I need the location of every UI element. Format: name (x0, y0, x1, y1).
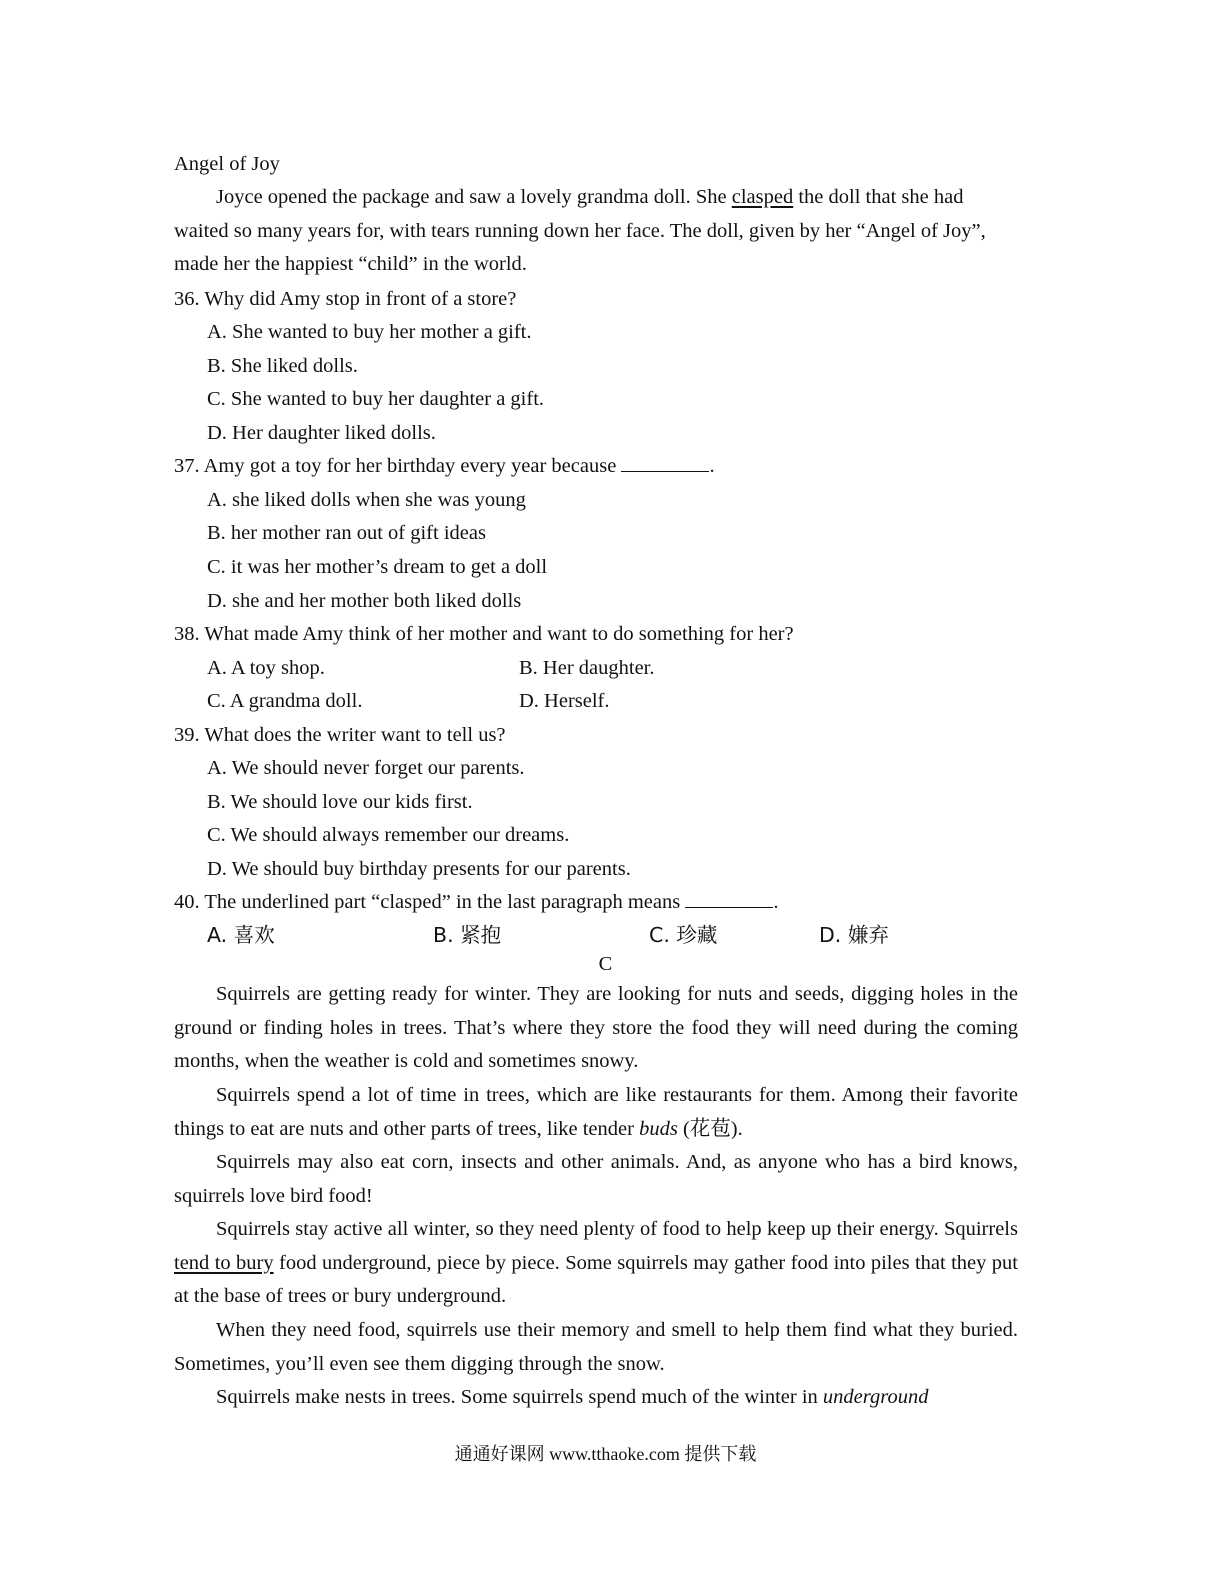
question-38-option-a: A. A toy shop. (207, 657, 325, 679)
question-40-option-d: D. 嫌弃 (819, 923, 889, 947)
question-36-option-d: D. Her daughter liked dolls. (207, 422, 436, 444)
underlined-phrase-tend-to-bury: tend to bury (174, 1251, 274, 1274)
question-38-option-c: C. A grandma doll. (207, 690, 363, 712)
question-40-option-b: B. 紧抱 (433, 923, 502, 947)
passage-title: Angel of Joy (174, 153, 280, 175)
question-36-option-c: C. She wanted to buy her daughter a gift. (207, 388, 545, 410)
question-40-stem-line (174, 890, 778, 914)
question-37-option-b: B. her mother ran out of gift ideas (207, 522, 486, 544)
section-c-paragraph-6: Squirrels make nests in trees. Some squirrels spend much of the winter in underground (216, 1386, 929, 1408)
question-37-stem: 37. Amy got a toy for her birthday every year because (174, 455, 617, 477)
section-c-paragraph-4: Squirrels stay active all winter, so they need plenty of food to help keep up their energy. Squirrels tend to bury food underground, piece by piece. Some squirrels may gather food into piles that they put at the base of trees or bury underground. (174, 1218, 1018, 1307)
question-39-option-b: B. We should love our kids first. (207, 791, 473, 813)
section-c-heading: C (598, 953, 613, 975)
question-37-stem-end: . (709, 455, 715, 477)
question-39-option-a: A. We should never forget our parents. (207, 757, 525, 779)
question-37-stem-line (174, 454, 715, 478)
section-c-paragraph-1: Squirrels are getting ready for winter. They are looking for nuts and seeds, digging holes in the ground or finding holes in trees. That’s where they store the food they will need during the coming months, when the weather is cold and sometimes snowy. (174, 983, 1018, 1072)
underlined-word-clasped: clasped (731, 186, 794, 208)
section-c-paragraph-3: Squirrels may also eat corn, insects and other animals. And, as anyone who has a bird knows, squirrels love bird food! (174, 1151, 1018, 1207)
question-36-option-a: A. She wanted to buy her mother a gift. (207, 321, 532, 343)
question-39-stem: 39. What does the writer want to tell us? (174, 724, 506, 746)
section-c-paragraph-5: When they need food, squirrels use their memory and smell to help them find what they buried. Sometimes, you’ll even see them digging through the snow. (174, 1319, 1018, 1375)
intro-text-start: Joyce opened the package and saw a lovely grandma doll. She (216, 186, 732, 208)
intro-text-end: the doll that she had waited so many years for, with tears running down her face. The doll, given by her “Angel of Joy”, made her the happiest “child” in the world. (174, 186, 986, 275)
question-38-option-d: D. Herself. (519, 690, 610, 712)
question-40-stem-end: . (773, 891, 779, 913)
italic-word-buds: buds (639, 1117, 678, 1140)
question-40-option-a: A. 喜欢 (207, 923, 275, 947)
answer-blank (621, 455, 709, 472)
question-36-stem: 36. Why did Amy stop in front of a store? (174, 288, 517, 310)
question-38-stem: 38. What made Amy think of her mother and want to do something for her? (174, 623, 794, 645)
question-39-option-d: D. We should buy birthday presents for our parents. (207, 858, 631, 880)
italic-word-underground: underground (822, 1386, 929, 1408)
section-c-paragraph-2: Squirrels spend a lot of time in trees, which are like restaurants for them. Among their favorite things to eat are nuts and other parts of trees, like tender buds (花苞). (174, 1084, 1018, 1140)
intro-paragraph (174, 181, 1018, 282)
answer-blank (685, 891, 773, 908)
question-37-option-c: C. it was her mother’s dream to get a doll (207, 556, 548, 578)
question-37-option-a: A. she liked dolls when she was young (207, 489, 526, 511)
question-37-option-d: D. she and her mother both liked dolls (207, 590, 522, 612)
page-footer: 通通好课网 www.tthaoke.com 提供下载 (454, 1444, 757, 1464)
question-36-option-b: B. She liked dolls. (207, 355, 358, 377)
question-39-option-c: C. We should always remember our dreams. (207, 824, 570, 846)
question-40-option-c: C. 珍藏 (649, 923, 718, 947)
question-40-stem: 40. The underlined part “clasped” in the last paragraph means (174, 891, 681, 913)
question-38-option-b: B. Her daughter. (519, 657, 655, 679)
